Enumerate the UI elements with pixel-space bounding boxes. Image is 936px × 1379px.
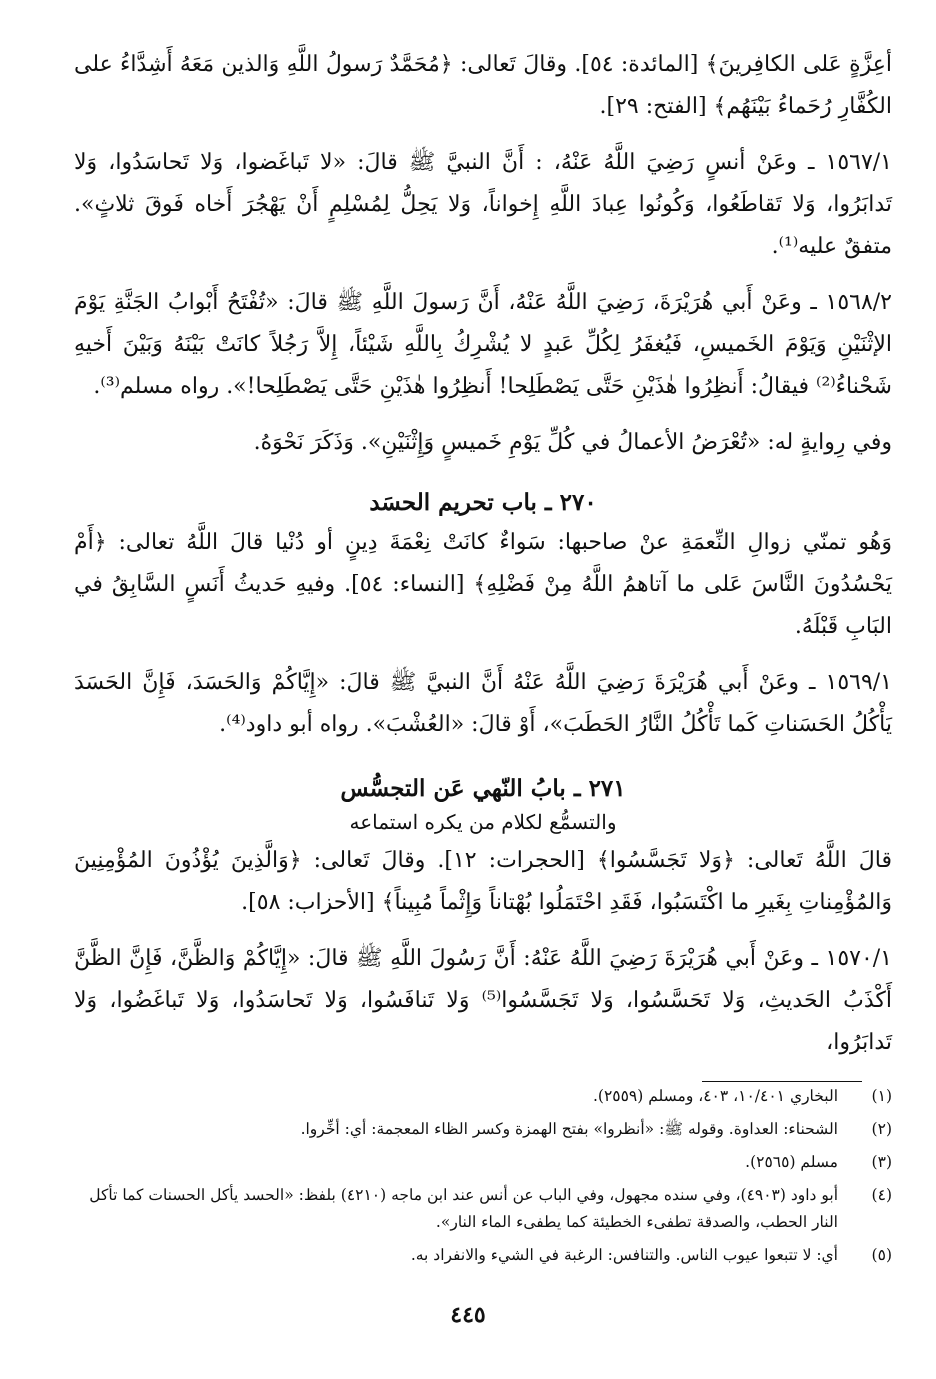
footnote-number: (٢) [871,1120,892,1138]
footnote-text: الشحناء: العداوة. وقوله ﷺ: «أنظروا» بفتح الهمزة وكسر الظاء المعجمة: أي: أخِّروا. [300,1120,838,1138]
footnote-5 [74,1242,892,1269]
chapter-270-intro: وَهُو تمنّي زوالِ النِّعمَةِ عنْ صاحبها: سَواءٌ كانَتْ نِعْمَةَ دِينٍ أو دُنْيا قالَ اللَّهُ تعالى: ﴿أَمْ يَحْسُدُونَ النَّاسَ عَلى ما آتاهمُ اللَّهُ مِنْ فَضْلِهِ﴾ [النساء: ٥٤]. وفيهِ حَديثُ أَنَسٍ السَّابِقُ في البَابِ قَبْلَهُ. [74,530,892,639]
footnote-2 [74,1116,892,1143]
footnote-number: (٤) [871,1186,892,1204]
page-number: ٤٤٥ [450,1302,486,1328]
footnote-number: (١) [871,1087,892,1105]
footnote-text: أي: لا تتبعوا عيوب الناس. والتنافس: الرغبة في الشيء والانفراد به. [410,1246,838,1264]
hadith-1567: ١٥٦٧/١ ـ وعَنْ أنسٍ رَضِيَ اللَّهُ عَنْهُ، : أَنَّ النبيَّ ﷺ قالَ: «لا تَباغَضوا، وَلا تَحاسَدُوا، وَلا تَدابَرُوا، وَلا تَقاطَعُوا، وَكُونُوا عِبادَ اللَّهِ إِخواناً، وَلا يَحِلُّ لِمُسْلِمٍ أَنْ يَهْجُرَ أَخاه فَوقَ ثلاثٍ». متفقٌ عليه⁽¹⁾. [74,150,892,259]
footnote-text: مسلم (٢٥٦٥). [745,1153,838,1171]
footnote-3 [74,1149,892,1176]
footnote-number: (٥) [871,1246,892,1264]
hadith-1568-riwaya: وفي رِوايةٍ له: «تُعْرَضُ الأعمالُ في كُلِّ يَوْمِ خَميسٍ وَإِثْنَيْنِ». وَذَكَرَ نَحْوَهُ. [253,430,892,455]
footnote-number: (٣) [871,1153,892,1171]
footnote-text: أبو داود (٤٩٠٣)، وفي سنده مجهول، وفي الباب عن أنس عند ابن ماجه (٤٢١٠) بلفظ: «الحسد يأكل الحسنات كما تأكل النار الحطب، والصدقة تطفىء الخطيئة كما يطفىء الماء النار». [89,1186,838,1231]
main-text [74,44,892,1064]
hadith-1570: ١٥٧٠/١ ـ وعَنْ أَبي هُرَيْرَةَ رَضِيَ اللَّهُ عَنْهُ: أَنَّ رَسُولَ اللَّهِ ﷺ قالَ: «إِيَّاكُمْ وَالظَّنَّ، فَإِنَّ الظَّنَّ أَكْذَبُ الحَديثِ، وَلا تَحَسَّسُوا، وَلا تَجَسَّسُوا⁽⁵⁾ وَلا تَنافَسُوا، وَلا تَحاسَدُوا، وَلا تَباغَضُوا، وَلا تَدابَرُوا، [74,946,892,1055]
chapter-271-subheading: والتسمُّع لكلام من يكره استماعه [349,810,617,834]
hadith-1568: ١٥٦٨/٢ ـ وعَنْ أَبي هُرَيْرَةَ، رَضِيَ اللَّهُ عَنْهُ، أَنَّ رَسولَ اللَّهِ ﷺ قالَ: «تُفْتَحُ أَبْوابُ الجَنَّةِ يَوْمَ الإثْنَيْنِ وَيَوْمَ الخَميسِ، فَيُغفَرُ لِكُلِّ عَبدٍ لا يُشْرِكُ بِاللَّهِ شَيْئاً، إِلاَّ رَجُلاً كانَتْ بَيْنَهُ وَبَيْنَ أَخيهِ شَحْناءُ⁽²⁾ فيقالُ: أَنظِرُوا هٰذَيْنِ حَتَّى يَصْطَلِحا! أَنظِرُوا هٰذَيْنِ حَتَّى يَصْطَلِحا!». رواه مسلم⁽³⁾. [74,290,892,399]
hadith-1569: ١٥٦٩/١ ـ وعَنْ أَبي هُرَيْرَةَ رَضِيَ اللَّهُ عَنْهُ أَنَّ النبيَّ ﷺ قالَ: «إِيَّاكُمْ وَالحَسَدَ، فَإِنَّ الحَسَدَ يَأْكُلُ الحَسَناتِ كَما تَأْكُلُ النَّارُ الحَطَبَ»، أَوْ قالَ: «العُشْبَ». رواه أبو داود⁽⁴⁾. [74,670,892,737]
continued-verse-paragraph: أعِزَّةٍ عَلى الكافِرينَ﴾ [المائدة: ٥٤]. وقالَ تَعالى: ﴿مُحَمَّدٌ رَسولُ اللَّهِ وَالذين مَعَهُ أَشِدَّاءُ على الكُفَّارِ رُحَماءُ بَيْنَهُم﴾ [الفتح: ٢٩]. [74,52,893,119]
footnote-1 [74,1083,892,1110]
chapter-270-heading: ٢٧٠ ـ باب تحريم الحسَد [369,489,597,516]
footnote-text: البخاري ١٠/٤٠١، ٤٠٣، ومسلم (٢٥٥٩). [592,1087,838,1105]
footnotes [74,1083,892,1275]
chapter-271-intro: قالَ اللَّهُ تَعالى: ﴿وَلا تَجَسَّسُوا﴾ [الحجرات: ١٢]. وقالَ تَعالى: ﴿وَالَّذِينَ يُؤْذُونَ المُؤْمِنِينَ وَالمُؤْمِناتِ بِغَيرِ ما اكْتَسَبُوا، فَقَدِ احْتَمَلُوا بُهْتاناً وَإِثْماً مُبِيناً﴾ [الأحزاب: ٥٨]. [74,848,892,915]
chapter-271-heading: ٢٧١ ـ بابُ النّهي عَن التجسُّس [340,775,626,802]
footnote-4 [74,1182,892,1236]
footnote-divider [702,1081,862,1082]
